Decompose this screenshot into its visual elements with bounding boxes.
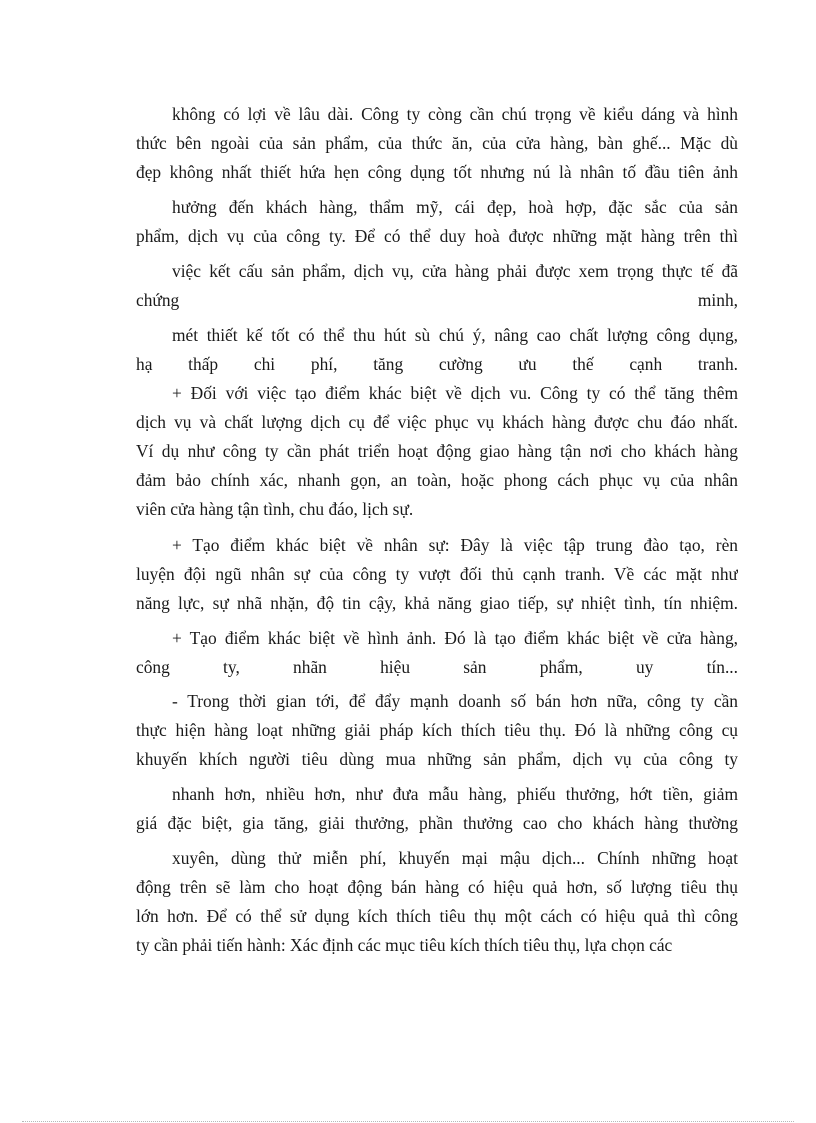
text-line: không có lợi về lâu dài. Công ty còng cần chú trọng về kiểu dáng và hình [172, 104, 738, 124]
text-line: giá đặc biệt, gia tăng, giải thưởng, phần thưởng cao cho khách hàng thường [136, 813, 738, 833]
text-line: phẩm, dịch vụ của công ty. Để có thể duy hoà được những mặt hàng trên thì [136, 226, 738, 246]
text-line: lớn hơn. Để có thể sử dụng kích thích tiêu thụ một cách có hiệu quả thì công [136, 906, 738, 926]
text-line: dịch vụ và chất lượng dịch cụ để việc phục vụ khách hàng được chu đáo nhất. [136, 412, 738, 432]
text-line: Ví dụ như công ty cần phát triển hoạt động giao hàng tận nơi cho khách hàng [136, 441, 738, 461]
text-line: công ty, nhãn hiệu sản phẩm, uy tín... [136, 657, 738, 677]
text-line: đảm bảo chính xác, nhanh gọn, an toàn, hoặc phong cách phục vụ của nhân [136, 470, 738, 490]
text-line: đẹp không nhất thiết hứa hẹn công dụng tốt nhưng nú là nhân tố đầu tiên ảnh [136, 162, 738, 182]
text-line: hưởng đến khách hàng, thẩm mỹ, cái đẹp, hoà hợp, đặc sắc của sản [172, 197, 738, 217]
text-line: nhanh hơn, nhiều hơn, như đưa mẫu hàng, phiếu thưởng, hớt tiền, giảm [172, 784, 738, 804]
text-line: hạ thấp chi phí, tăng cường ưu thế cạnh tranh. [136, 354, 738, 374]
text-line: khuyến khích người tiêu dùng mua những sản phẩm, dịch vụ của công ty [136, 749, 738, 769]
text-line: thực hiện hàng loạt những giải pháp kích thích tiêu thụ. Đó là những công cụ [136, 720, 738, 740]
text-line: + Đối với việc tạo điểm khác biệt về dịch vu. Công ty có thể tăng thêm [172, 383, 738, 403]
text-line: mét thiết kế tốt có thể thu hút sù chú ý, nâng cao chất lượng công dụng, [172, 325, 738, 345]
text-line: - Trong thời gian tới, để đẩy mạnh doanh số bán hơn nữa, công ty cần [172, 691, 738, 711]
page-bottom-rule [22, 1121, 794, 1122]
text-line: ty cần phải tiến hành: Xác định các mục tiêu kích thích tiêu thụ, lựa chọn các [136, 935, 673, 955]
text-line: + Tạo điểm khác biệt về nhân sự: Đây là việc tập trung đào tạo, rèn [172, 535, 738, 555]
text-line: + Tạo điểm khác biệt về hình ảnh. Đó là tạo điểm khác biệt về cửa hàng, [172, 628, 738, 648]
text-line: động trên sẽ làm cho hoạt động bán hàng có hiệu quả hơn, số lượng tiêu thụ [136, 877, 738, 897]
text-line: chứng minh, [136, 290, 738, 310]
text-line: năng lực, sự nhã nhặn, độ tin cậy, khả năng giao tiếp, sự nhiệt tình, tín nhiệm. [136, 593, 738, 613]
text-line: thức bên ngoài của sản phẩm, của thức ăn, của cửa hàng, bàn ghế... Mặc dù [136, 133, 738, 153]
text-line: việc kết cấu sản phẩm, dịch vụ, cửa hàng phải được xem trọng thực tế đã [172, 261, 738, 281]
text-line: viên cửa hàng tận tình, chu đáo, lịch sự. [136, 499, 414, 519]
text-line: luyện đội ngũ nhân sự của công ty vượt đối thủ cạnh tranh. Về các mặt như [136, 564, 738, 584]
text-line: xuyên, dùng thử miễn phí, khuyến mại mậu dịch... Chính những hoạt [172, 848, 738, 868]
